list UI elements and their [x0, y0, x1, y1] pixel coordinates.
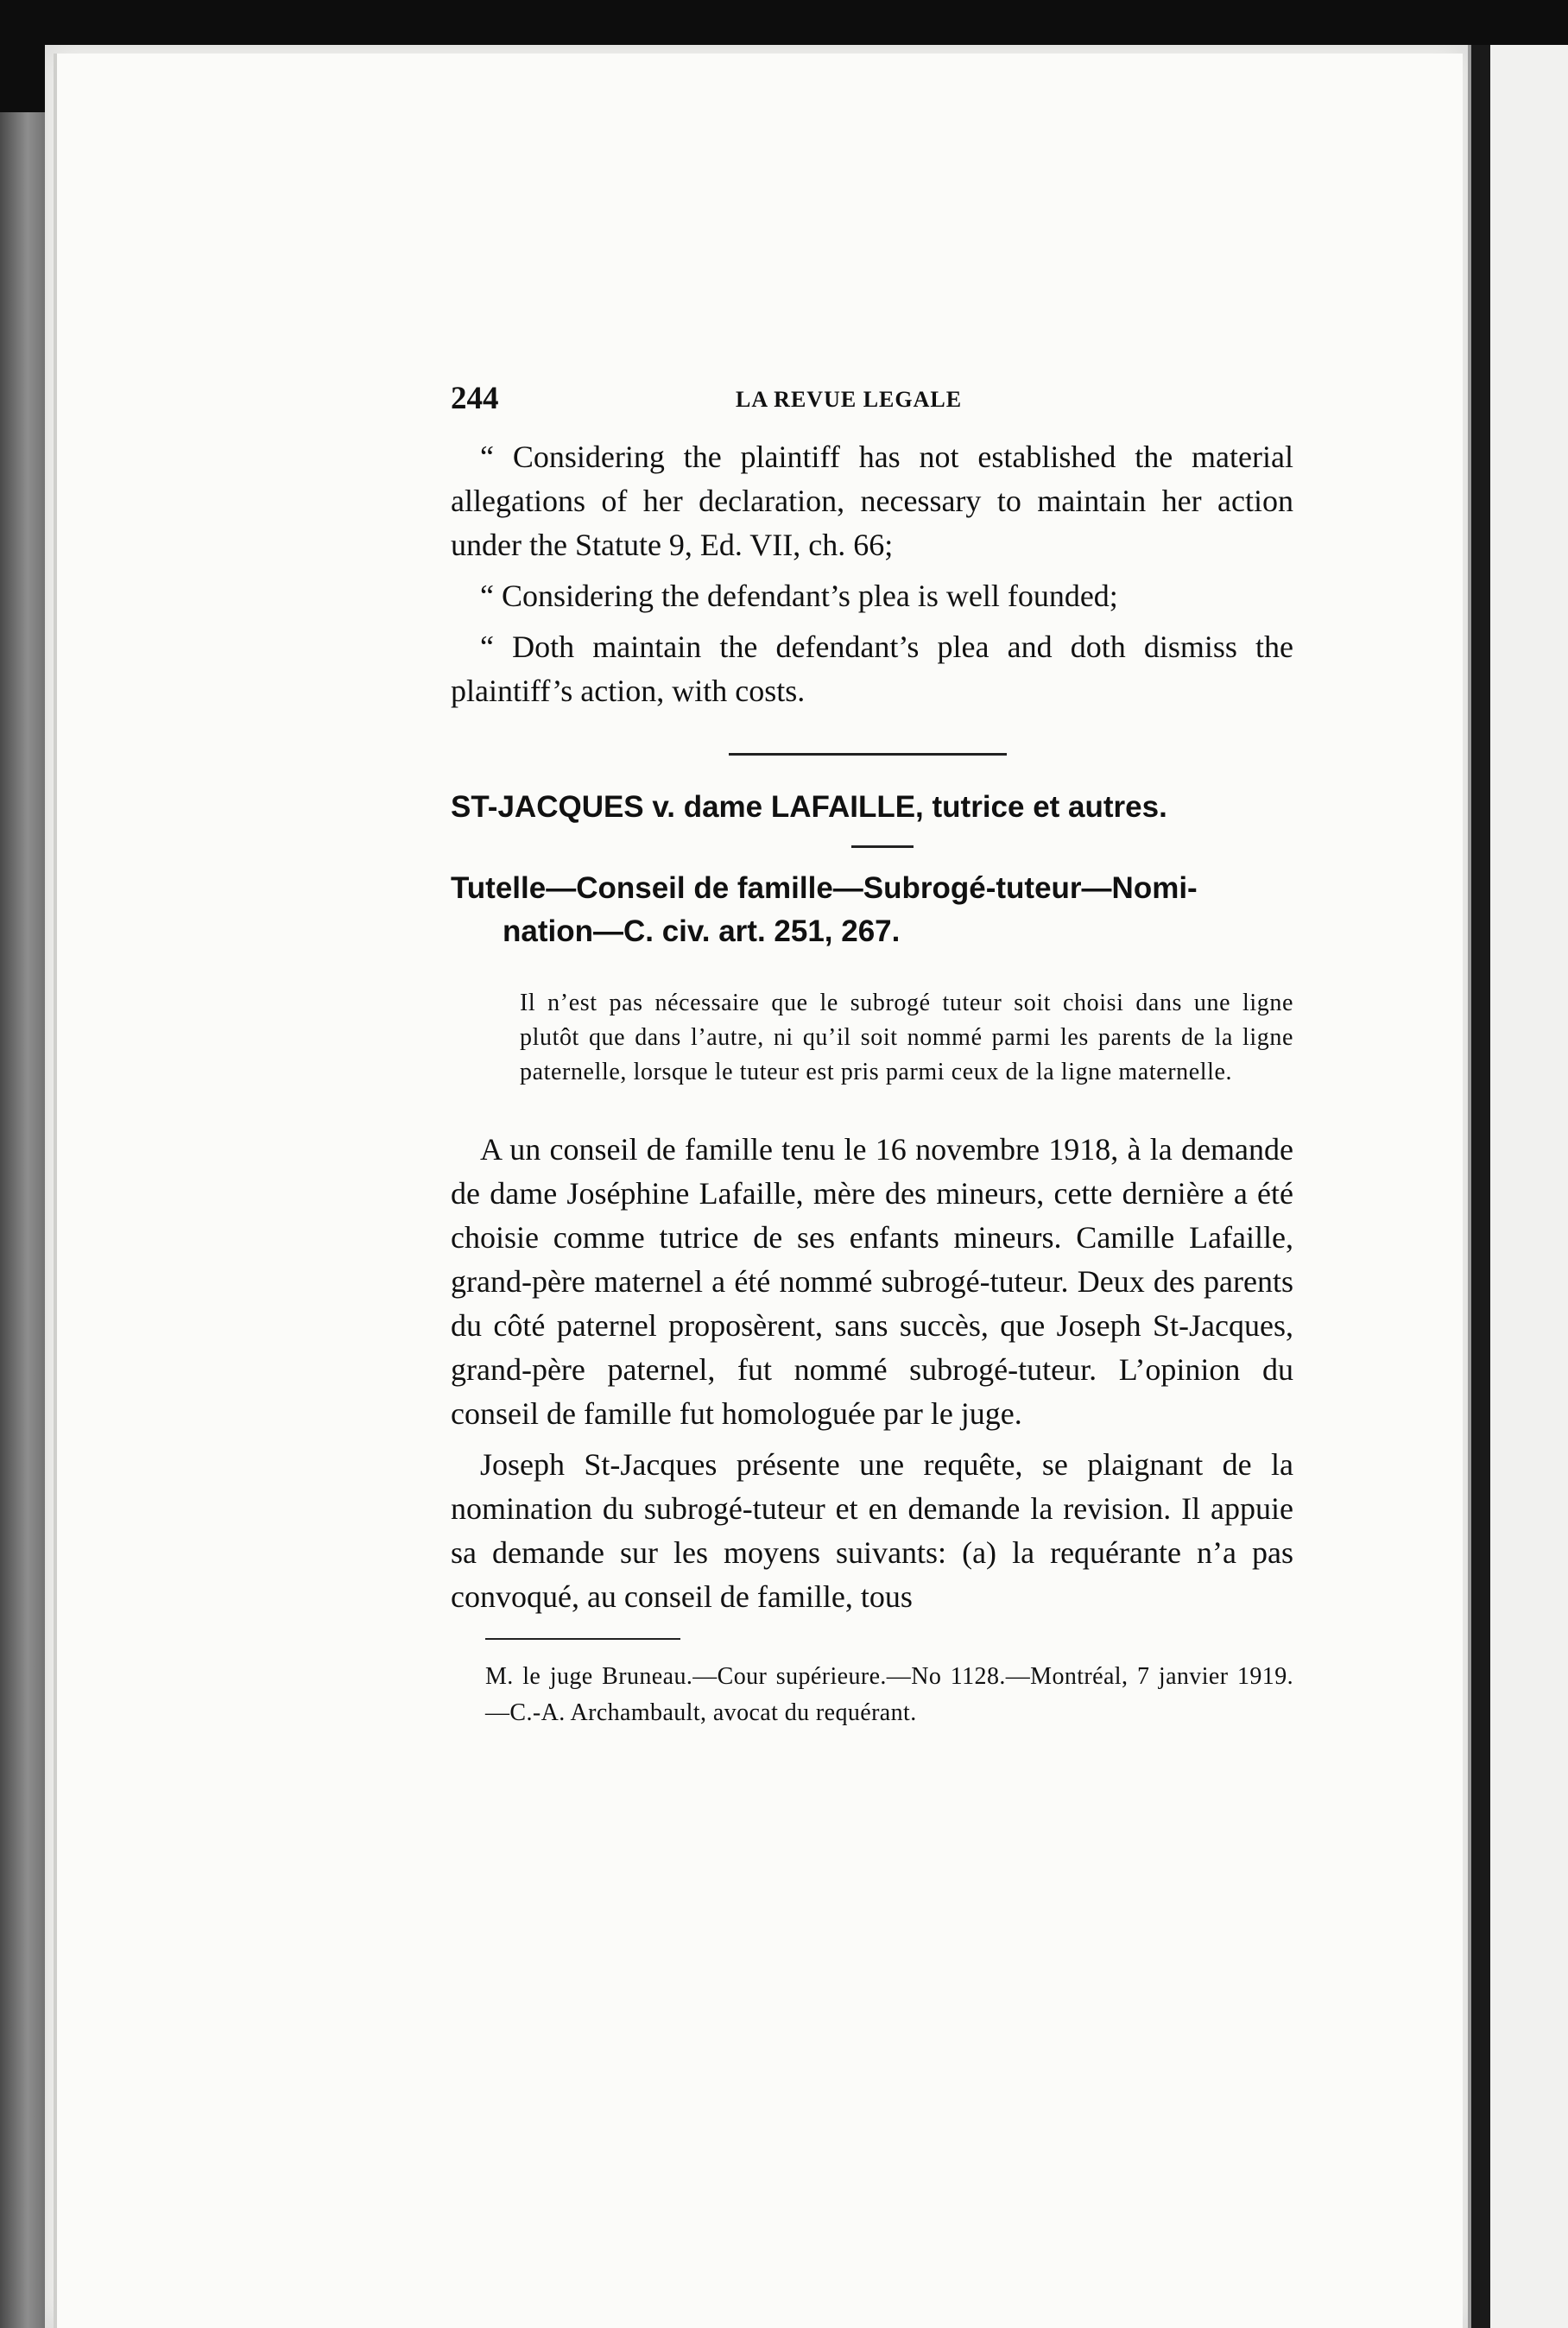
judgment-paragraph: “ Considering the plaintiff has not established the material allegations of her declaration, necessary to maintain her action under the Statute 9, Ed. VII, ch. 66; [451, 440, 1293, 562]
judgment-paragraph: “ Considering the defendant’s plea is well founded; [480, 579, 1118, 613]
footnote-divider [485, 1638, 680, 1640]
case-subject-line: Tutelle—Conseil de famille—Subrogé-tuteur—Nomi- [451, 871, 1198, 905]
title-divider [851, 845, 914, 848]
case-subject [451, 867, 1293, 953]
section-divider [729, 753, 1007, 756]
case-title: ST-JACQUES v. dame LAFAILLE, tutrice et autres. [451, 790, 1167, 824]
book-spine [1471, 45, 1490, 2328]
body-paragraph: A un conseil de famille tenu le 16 novembre 1918, à la demande de dame Joséphine Lafaille, mère des mineurs, cette dernière a été choisie comme tutrice de ses enfants mineurs. Camille Lafaille, grand-père maternel a été nommé subrogé-tuteur. Deux des parents du côté paternel proposèrent, sans succès, que Joseph St-Jacques, grand-père paternel, fut nommé subrogé-tuteur. L’opinion du conseil de famille fut homologuée par le juge. [451, 1132, 1293, 1431]
page-content [451, 380, 1293, 1731]
judgment-paragraph: “ Doth maintain the defendant’s plea and doth dismiss the plaintiff’s action, with costs. [451, 629, 1293, 708]
running-head: LA REVUE LEGALE [736, 387, 963, 412]
case-subject-line: nation—C. civ. art. 251, 267. [503, 914, 901, 948]
adjacent-page-edge [1490, 45, 1568, 2328]
headnote: Il n’est pas nécessaire que le subrogé tuteur soit choisi dans une ligne plutôt que dans l’autre, ni qu’il soit nommé parmi les parents de la ligne paternelle, lorsque le tuteur est pris parmi ceux de la ligne maternelle. [520, 990, 1293, 1085]
page-number: 244 [451, 381, 499, 416]
footnote: M. le juge Bruneau.—Cour supérieure.—No 1128.—Montréal, 7 janvier 1919.—C.-A. Archambault, avocat du requérant. [485, 1663, 1293, 1726]
body-paragraph: Joseph St-Jacques présente une requête, se plaignant de la nomination du subrogé-tuteur et en demande la revision. Il appuie sa demande sur les moyens suivants: (a) la requérante n’a pas convoqué, au conseil de famille, tous [451, 1447, 1293, 1614]
page-header [451, 380, 1293, 428]
scan-left-margin [0, 112, 50, 2328]
